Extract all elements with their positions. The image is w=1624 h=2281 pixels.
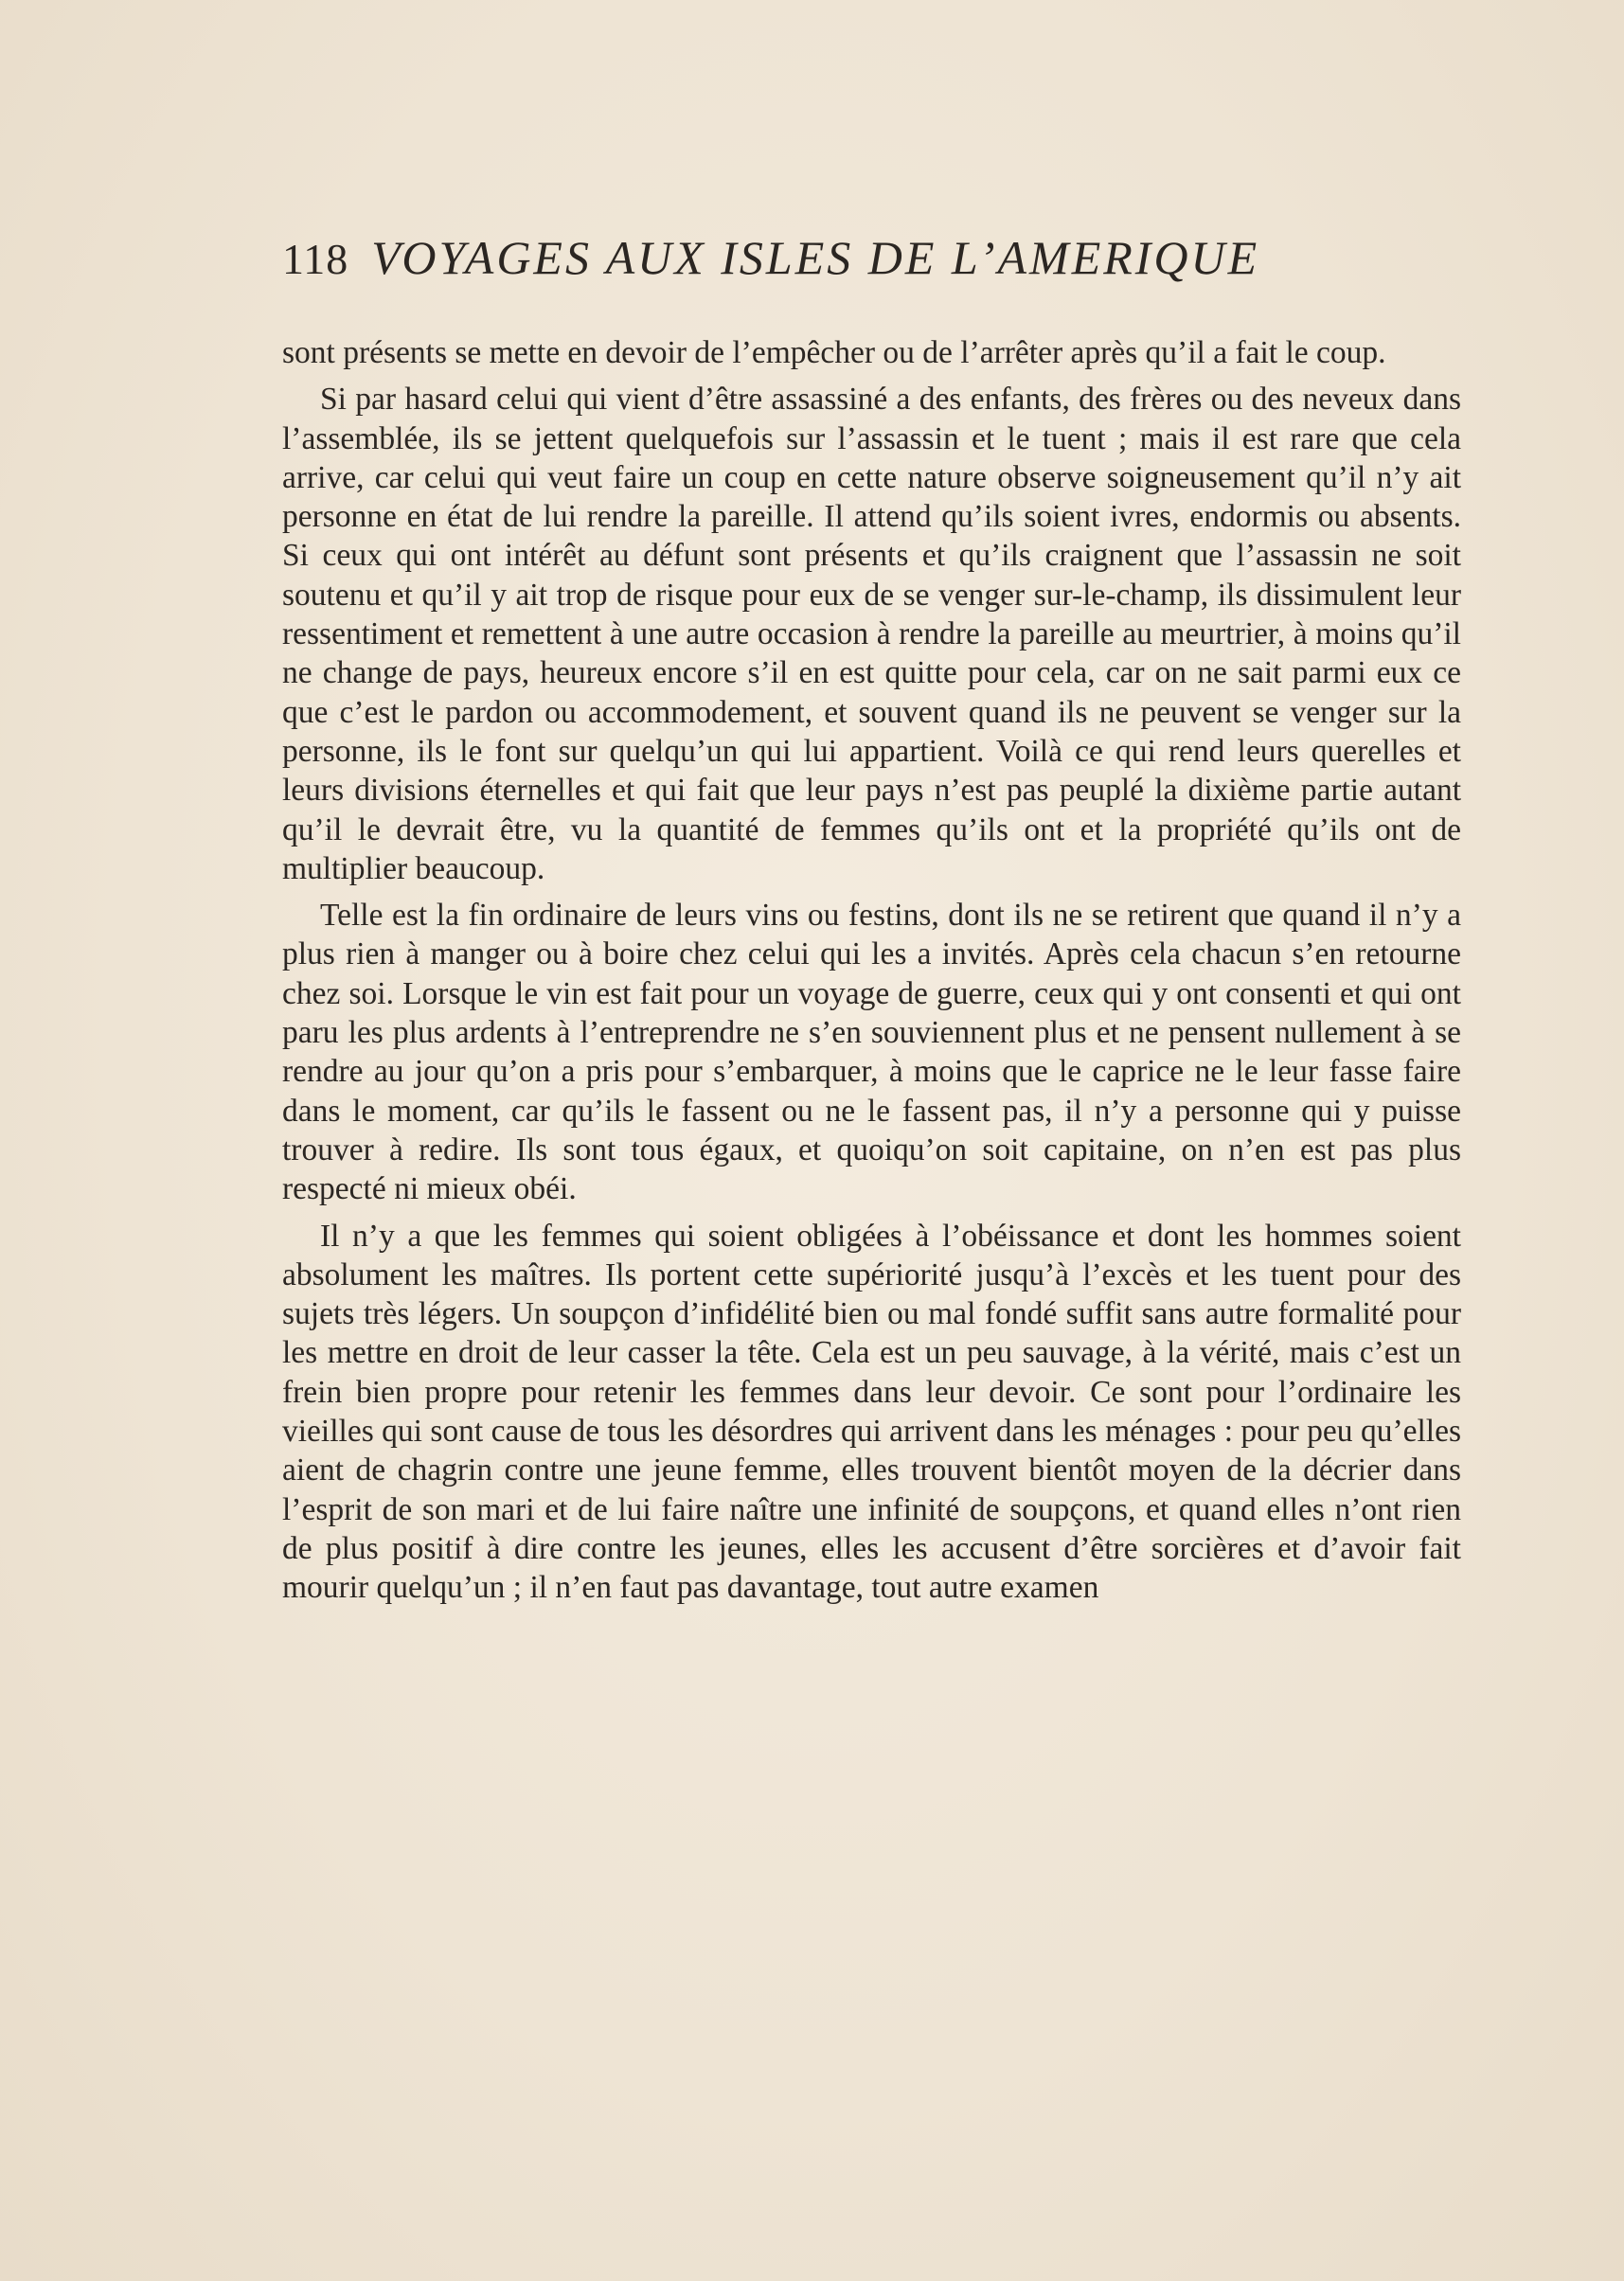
paragraph: Telle est la fin ordinaire de leurs vins ou festins, dont ils ne se retirent que quand il n’y a plus rien à manger ou à boire chez celui qui les a invités. Après cela chacun s’en retourne chez soi. Lorsque le vin est fait pour un voyage de guerre, ceux qui y ont consenti et qui ont paru les plus ardents à l’entreprendre ne s’en souviennent plus et ne pensent nullement à se rendre au jour qu’on a pris pour s’embarquer, à moins que le caprice ne le leur fasse faire dans le moment, car qu’ils le fassent ou ne le fassent pas, il n’y a personne qui y puisse trouver à redire. Ils sont tous égaux, et quoiqu’on soit capitaine, on n’en est pas plus respecté ni mieux obéi. bbox=[282, 898, 1461, 1207]
paragraph-continued: sont présents se mette en devoir de l’empêcher ou de l’arrêter après qu’il a fait le coup. bbox=[282, 335, 1386, 370]
running-head bbox=[282, 230, 1371, 296]
paragraph: Il n’y a que les femmes qui soient obligées à l’obéissance et dont les hommes soient absolument les maîtres. Ils portent cette supériorité jusqu’à l’excès et les tuent pour des sujets très légers. Un soupçon d’infidélité bien ou mal fondé suffit sans autre formalité pour les mettre en droit de leur casser la tête. Cela est un peu sauvage, à la vérité, mais c’est un frein bien propre pour retenir les femmes dans leur devoir. Ce sont pour l’ordinaire les vieilles qui sont cause de tous les désordres qui arrivent dans les ménages : pour peu qu’elles aient de chagrin contre une jeune femme, elles trouvent bientôt moyen de la décrier dans l’esprit de son mari et de lui faire naître une infinité de soupçons, et quand elles n’ont rien de plus positif à dire contre les jeunes, elles les accusent d’être sorcières et d’avoir fait mourir quelqu’un ; il n’en faut pas davantage, tout autre examen bbox=[282, 1218, 1461, 1606]
page-number: 118 bbox=[282, 235, 349, 283]
paragraph: Si par hasard celui qui vient d’être assassiné a des enfants, des frères ou des neveux dans l’assemblée, ils se jettent quelquefois sur l’assassin et le tuent ; mais il est rare que cela arrive, car celui qui veut faire un coup en cette nature observe soigneusement qu’il n’y ait personne en état de lui rendre la pareille. Il attend qu’ils soient ivres, endormis ou absents. Si ceux qui ont intérêt au défunt sont présents et qu’ils craignent que l’assassin ne soit soutenu et qu’il y ait trop de risque pour eux de se venger sur-le-champ, ils dissimulent leur ressentiment et remettent à une autre occasion à rendre la pareille au meurtrier, à moins qu’il ne change de pays, heureux encore s’il en est quitte pour cela, car on ne sait parmi eux ce que c’est le pardon ou accommodement, et souvent quand ils ne peuvent se venger sur la personne, ils le font sur quelqu’un qui lui appartient. Voilà ce qui rend leurs querelles et leurs divisions éternelles et qui fait que leur pays n’est pas peuplé la dixième partie autant qu’il le devrait être, vu la quantité de femmes qu’ils ont et la propriété qu’ils ont de multiplier beaucoup. bbox=[282, 382, 1461, 886]
book-title: VOYAGES AUX ISLES DE L’AMERIQUE bbox=[371, 231, 1260, 284]
body-text bbox=[282, 333, 1461, 1615]
